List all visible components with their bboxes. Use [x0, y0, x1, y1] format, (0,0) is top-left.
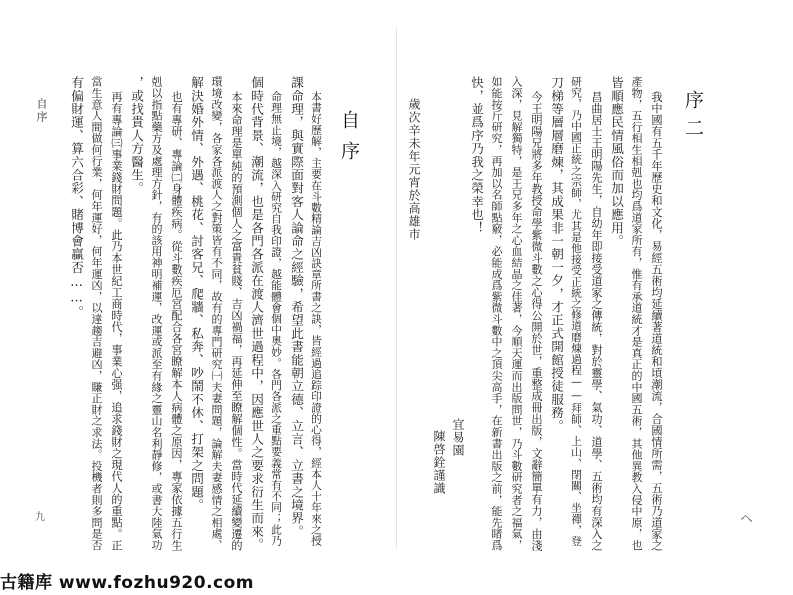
signature-org: 宜易園 [451, 418, 465, 457]
running-head: 自序 [35, 98, 48, 124]
body-column: 環境改變，各家各派渡人之對策皆有不同，故有的專門研究㈠夫妻問題，論解夫妻感情之相處、 [210, 76, 223, 551]
page-number: 九 [35, 512, 45, 523]
body-column: 入深，見解獨特，是王兄多年之心血結晶之佳著，今順天運而出版問世，乃斗數研究者之福氣， [510, 76, 523, 551]
body-column: 快，並爲序乃我之榮幸也！ [469, 76, 484, 235]
body-column: 研究，乃中國正統之宗師，尤其是他接受正統之修道磨煉過程——拜師、上山、閉關、坐禪，登 [570, 76, 583, 547]
body-column: 本來命理是單純的預測個人之富貴貧賤、吉凶禍福，再延伸至瞭解個性。當時代延續變遷的 [230, 91, 243, 551]
body-column: 有偏財運、算六合彩、賭博會贏否……。 [69, 76, 84, 319]
preface-two-title: 序二 [682, 90, 704, 146]
body-column: 我中國有五千年歷史和文化，易經五術均延續著道統和頃潮流，合國情所需，五術乃道家之 [650, 91, 663, 551]
signature-name: 陳啓銓謹識 [432, 430, 446, 495]
body-column: 當生意人間做何行業，何年運好，何年運凶，以達趨吉避凶，賺正財之求法。投機者則多問是否 [90, 76, 103, 551]
author-preface-title: 自序 [338, 110, 360, 172]
body-column: 產物，五行相生相剋也均爲道家所有，惟有承道統才是真正的中國五術，其他異教入侵中原，也 [630, 76, 643, 551]
body-column: 剋以指點藥方及處理方針，有的該用神明補運，改運或派至有緣之靈山名利靜修，或書大陸氣功 [150, 76, 163, 551]
body-column: 如能按斤研究，再加以名師點竅，必能成爲紫微斗數中之頂尖高手，在新書出版之前，能先睹爲 [490, 76, 503, 551]
body-column: 解決婚外情、外遇、桃花、討客兄、爬牆、私奔、吵鬧不休、打架之問題。 [189, 76, 204, 512]
body-column: 本書好歷解，主要在斗數精論吉凶訣章所書之訣，皆經過追踪印證的心得，經本人十年來之授 [310, 91, 323, 547]
left-page [0, 0, 398, 560]
body-column: 個時代背景、潮流，也是各門各派在渡人濟世過程中，因應世人之要求衍生而來。 [249, 76, 264, 552]
body-column: 命理無止境，越深入研究自我印證，越能體會個中奧妙。各門各派之重點要義常有不同；此乃 [270, 91, 283, 547]
body-column: 再有專論㈢事業錢財問題。此乃本世紀工商時代，事業心强，追求錢財之現代人的重點。正 [110, 91, 123, 551]
body-column: 皆順應民情風俗而加以應用。 [609, 76, 624, 248]
right-page [398, 0, 793, 560]
body-column: 也有專研、專論㈡身體疾病。從斗數疾厄宮配合各宮瞭解本人病體之原因，專家依據五行生 [170, 91, 183, 551]
body-column: 昌曲居士王明陽先生，自幼年即接受道家之傳統，對於靈學、氣功、道學、五術均有深入之 [590, 91, 603, 551]
preface-date: 歲次辛未年元宵於高雄市 [407, 98, 421, 241]
body-column: 刀梯等層層磨煉，其成果非一朝一夕，才正式開館授徒服務。 [549, 76, 564, 433]
page-number: ヘ [740, 512, 754, 527]
body-column: 課命理，與實際面對客人論命之經驗，希望此書能朝立德、立言、立書之境界。 [289, 76, 304, 538]
watermark: 古籍库 www.fozhu920.com [0, 573, 254, 593]
body-column: ，或找貴人方醫生。 [129, 76, 144, 195]
body-column: 今王明陽兄將多年教授命學紫微斗數之心得公開於世，重整成冊出版，文辭簡單有力，由淺 [530, 91, 543, 551]
